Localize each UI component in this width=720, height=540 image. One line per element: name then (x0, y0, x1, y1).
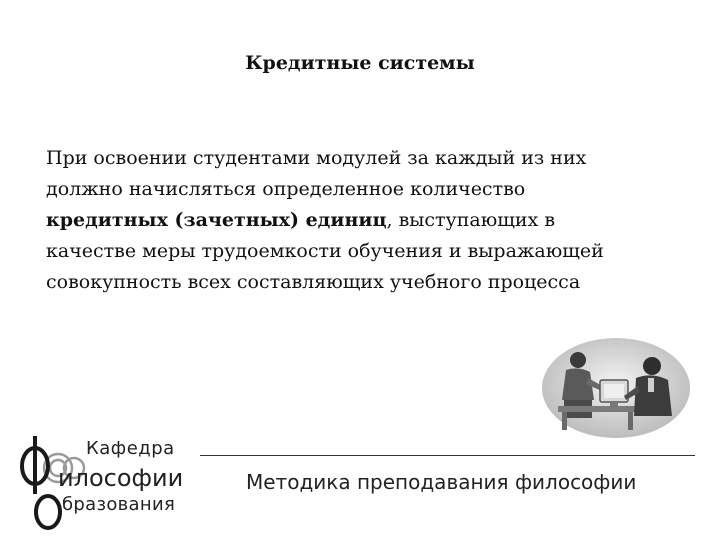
body-line-4: качестве меры трудоемкости обучения и выражающей (46, 240, 604, 262)
footer-divider (200, 455, 695, 456)
department-logo (18, 432, 190, 532)
logo-line-education: бразования (62, 494, 176, 515)
slide-body (46, 143, 686, 298)
logo-line-department: Кафедра (86, 438, 175, 459)
people-at-computer-illustration (540, 336, 692, 440)
body-emphasis: кредитных (зачетных) единиц (46, 209, 387, 231)
body-line-1: При освоении студентами модулей за каждый из них (46, 147, 587, 169)
computer-monitor-icon (600, 380, 628, 406)
body-line-3 (46, 205, 686, 236)
body-line-2: должно начисляться определенное количество (46, 178, 526, 200)
desk (558, 406, 638, 412)
body-line-3-rest: , выступающих в (386, 209, 556, 231)
course-title: Методика преподавания философии (246, 470, 637, 494)
o-letter (36, 496, 60, 528)
body-line-5: совокупность всех составляющих учебного процесса (46, 271, 581, 293)
logo-line-philosophy: илософии (58, 464, 184, 492)
slide-title: Кредитные системы (245, 52, 475, 74)
